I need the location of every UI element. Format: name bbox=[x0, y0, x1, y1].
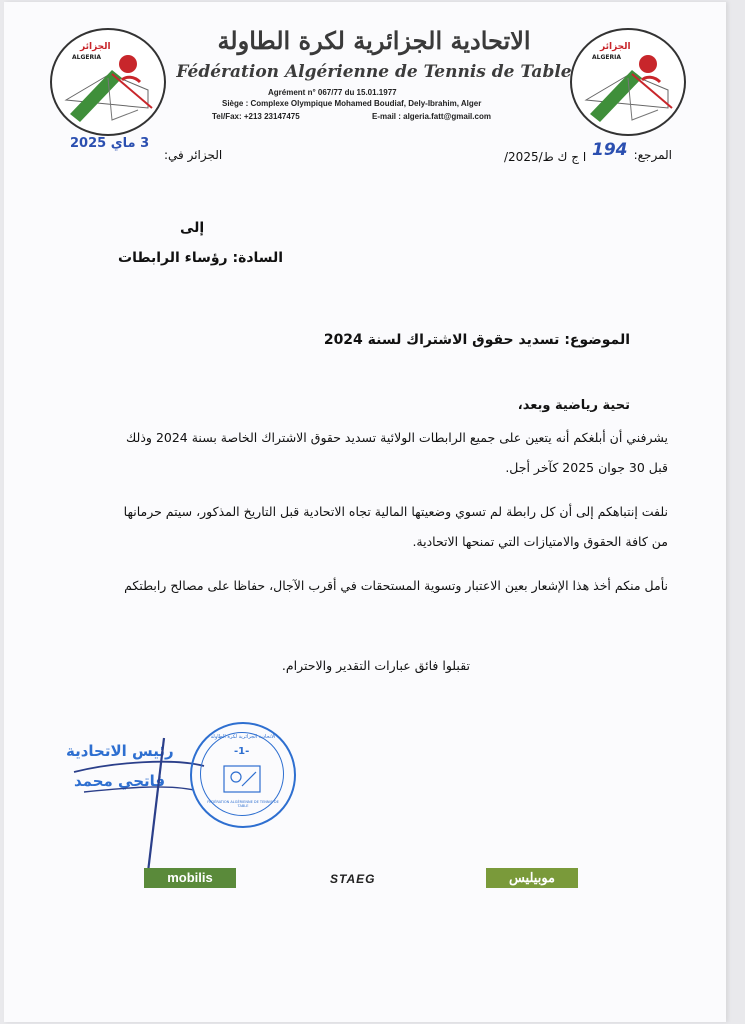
letter-subject: الموضوع: تسديد حقوق الاشتراك لسنة 2024 bbox=[323, 332, 630, 348]
greeting: تحية رياضية وبعد، bbox=[517, 398, 630, 413]
stamp-text: الاتحادية الجزائرية لكرة الطاولة bbox=[210, 734, 276, 740]
email-line: E-mail : algeria.fatt@gmail.com bbox=[372, 112, 491, 121]
paragraph-3-line-1: نأمل منكم أخذ هذا الإشعار بعين الاعتبار وتسوية المستحقات في أقرب الآجال، حفاظا على مصالح رابطتكم bbox=[124, 578, 668, 593]
recipient-to-label: إلى bbox=[180, 220, 205, 236]
recipient-addressee: السادة: رؤساء الرابطات bbox=[118, 250, 284, 266]
letter-page bbox=[4, 2, 726, 1022]
federation-logo-left bbox=[50, 28, 166, 136]
reference-number: 194 bbox=[592, 140, 628, 160]
agrement-line: Agrément n° 067/77 du 15.01.1977 bbox=[268, 88, 397, 97]
date-label: الجزائر في: bbox=[164, 148, 223, 162]
sponsor-mobilis-logo: mobilis bbox=[144, 868, 236, 888]
paragraph-1-line-1: يشرفني أن أبلغكم أنه يتعين على جميع الرابطات الولائية تسديد حقوق الاشتراك الخاصة بسنة 2024 وذلك bbox=[126, 430, 668, 445]
federation-title-fr: Fédération Algérienne de Tennis de Table bbox=[176, 62, 572, 82]
logo-label-fr-left: ALGERIA bbox=[72, 54, 101, 61]
reference-label: المرجع: bbox=[633, 148, 672, 162]
paragraph-2-line-1: نلفت إنتباهكم إلى أن كل رابطة لم تسوي وضعيتها المالية تجاه الاتحادية قبل التاريخ المذكور، سيتم حرمانها bbox=[123, 504, 668, 519]
logo-label-ar-right: الجزائر bbox=[600, 42, 631, 52]
closing-line: تقبلوا فائق عبارات التقدير والاحترام. bbox=[281, 658, 470, 673]
sponsor-staeg-logo: STAEG bbox=[330, 872, 376, 886]
signatory-title: رئيس الاتحادية bbox=[66, 742, 174, 760]
sponsor-mobilis-ar-logo: موبيليس bbox=[486, 868, 578, 888]
official-stamp bbox=[190, 722, 296, 828]
paragraph-2-line-2: من كافة الحقوق والامتيازات التي تمنحها الاتحادية. bbox=[412, 534, 668, 549]
signatory-name: فاتحي محمد bbox=[74, 772, 166, 790]
stamp-number: -1- bbox=[234, 746, 250, 757]
telfax-line: Tel/Fax: +213 23147475 bbox=[212, 112, 300, 121]
logo-label-ar-left: الجزائر bbox=[80, 42, 111, 52]
handwritten-signature bbox=[64, 732, 214, 872]
siege-line: Siège : Complexe Olympique Mohamed Boudiaf, Dely-Ibrahim, Alger bbox=[222, 99, 482, 108]
reference-code: /ا ج ك ط/2025 bbox=[504, 150, 587, 164]
stamp-text-fr: FÉDÉRATION ALGÉRIENNE DE TENNIS DE TABLE bbox=[207, 800, 279, 808]
federation-title-ar: الاتحادية الجزائرية لكرة الطاولة bbox=[217, 26, 531, 55]
logo-label-fr-right: ALGERIA bbox=[592, 54, 621, 61]
date-value: 3 ماي 2025 bbox=[70, 136, 150, 151]
paragraph-1-line-2: قبل 30 جوان 2025 كآخر أجل. bbox=[505, 460, 668, 475]
stamp-emblem-icon bbox=[222, 764, 262, 794]
